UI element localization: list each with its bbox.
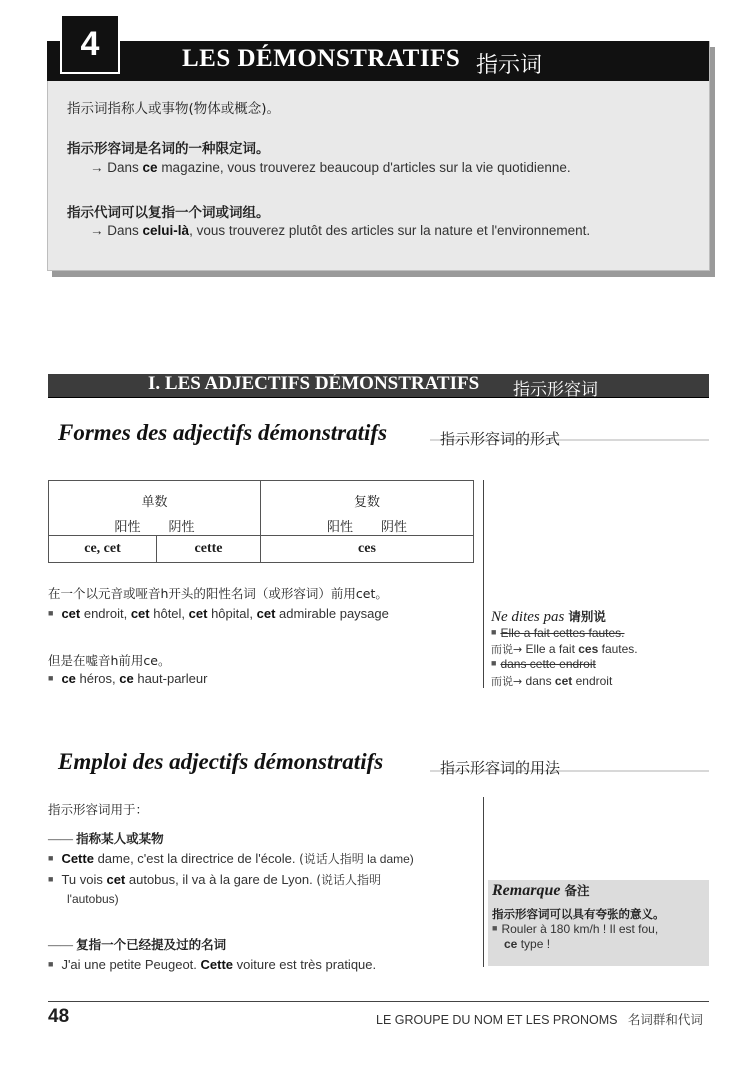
cet-rule: 在一个以元音或哑音h开头的阳性名词（或形容词）前用cet。 — [48, 586, 388, 601]
pronoun-example: → Dans celui-là, vous trouverez plutôt des articles sur la nature et l'environnement. — [90, 223, 591, 238]
footer-rule — [48, 1001, 709, 1002]
ce-rule: 但是在嘘音h前用ce。 — [48, 653, 171, 668]
usage-title-cn: 指示形容词的用法 — [440, 759, 561, 777]
arrow-icon: → — [90, 223, 104, 238]
wrong-example-1: ■ Elle a fait cettes fautes. — [491, 626, 625, 640]
section-title-cn: 指示形容词 — [513, 380, 598, 400]
usage-intro: 指示形容词用于： — [48, 802, 149, 817]
remark-example-line-2: ce type ! — [504, 937, 551, 951]
page-number: 48 — [48, 1006, 70, 1027]
chapter-number: 4 — [60, 14, 120, 74]
ne-dites-pas-title: Ne dites pas 请别说 — [491, 609, 606, 625]
section-title: I. LES ADJECTIFS DÉMONSTRATIFS — [148, 373, 480, 394]
remark-text: 指示形容词可以具有夸张的意义。 — [492, 907, 665, 921]
right-example-1: 而说→ Elle a fait ces fautes. — [491, 642, 638, 656]
bullet-icon: ■ — [491, 658, 497, 668]
running-head: LE GROUPE DU NOM ET LES PRONOMS 名词群和代词 — [376, 1012, 703, 1027]
plural-header: 复数 阳性 阴性 — [261, 481, 474, 536]
remark-example-line-1: ■ Rouler à 180 km/h ! Il est fou, — [492, 922, 659, 936]
wrong-example-2: ■ dans cette endroit — [491, 657, 596, 671]
adjective-example: → Dans ce magazine, vous trouverez beaucoup d'articles sur la vie quotidienne. — [90, 160, 571, 175]
forms-title-cn: 指示形容词的形式 — [440, 430, 561, 448]
bullet-icon: ■ — [492, 923, 498, 933]
pronoun-definition: 指示代词可以复指一个词或词组。 — [67, 205, 270, 221]
adjective-definition: 指示形容词是名词的一种限定词。 — [67, 141, 270, 157]
arrow-icon: → — [90, 160, 104, 175]
usage-2-example: ■ J'ai une petite Peugeot. Cette voiture est très pratique. — [48, 957, 377, 972]
sidebar-rule — [483, 480, 484, 688]
chapter-title: LES DÉMONSTRATIFS — [182, 45, 461, 72]
usage-title: Emploi des adjectifs démonstratifs — [58, 749, 384, 774]
bullet-icon: ■ — [48, 874, 54, 884]
singular-feminine-cell: cette — [157, 536, 261, 563]
forms-title: Formes des adjectifs démonstratifs — [58, 420, 388, 445]
forms-table — [48, 480, 474, 563]
ce-examples: ■ ce héros, ce haut-parleur — [48, 671, 208, 686]
usage-1-example-2-tail: l'autobus) — [67, 892, 119, 906]
remark-title: Remarque 备注 — [492, 882, 590, 899]
bullet-icon: ■ — [491, 627, 497, 637]
singular-header: 单数 阳性 阴性 — [49, 481, 261, 536]
chapter-intro-text: 指示词指称人或事物(物体或概念)。 — [67, 101, 281, 117]
bullet-icon: ■ — [48, 853, 54, 863]
sidebar-rule — [483, 797, 484, 967]
plural-cell: ces — [261, 536, 474, 563]
usage-2-heading: —— 复指一个已经提及过的名词 — [48, 937, 227, 952]
cet-examples: ■ cet endroit, cet hôtel, cet hôpital, cet admirable paysage — [48, 606, 389, 621]
usage-1-heading: —— 指称某人或某物 — [48, 831, 164, 846]
usage-1-example-2: ■ Tu vois cet autobus, il va à la gare de Lyon. (说话人指明 — [48, 872, 381, 887]
chapter-title-cn: 指示词 — [476, 53, 543, 78]
bullet-icon: ■ — [48, 608, 54, 618]
bullet-icon: ■ — [48, 673, 54, 683]
bullet-icon: ■ — [48, 959, 54, 969]
singular-masculine-cell: ce, cet — [49, 536, 157, 563]
right-example-2: 而说→ dans cet endroit — [491, 674, 613, 688]
usage-1-example-1: ■ Cette dame, c'est la directrice de l'école. (说话人指明 la dame) — [48, 851, 414, 866]
